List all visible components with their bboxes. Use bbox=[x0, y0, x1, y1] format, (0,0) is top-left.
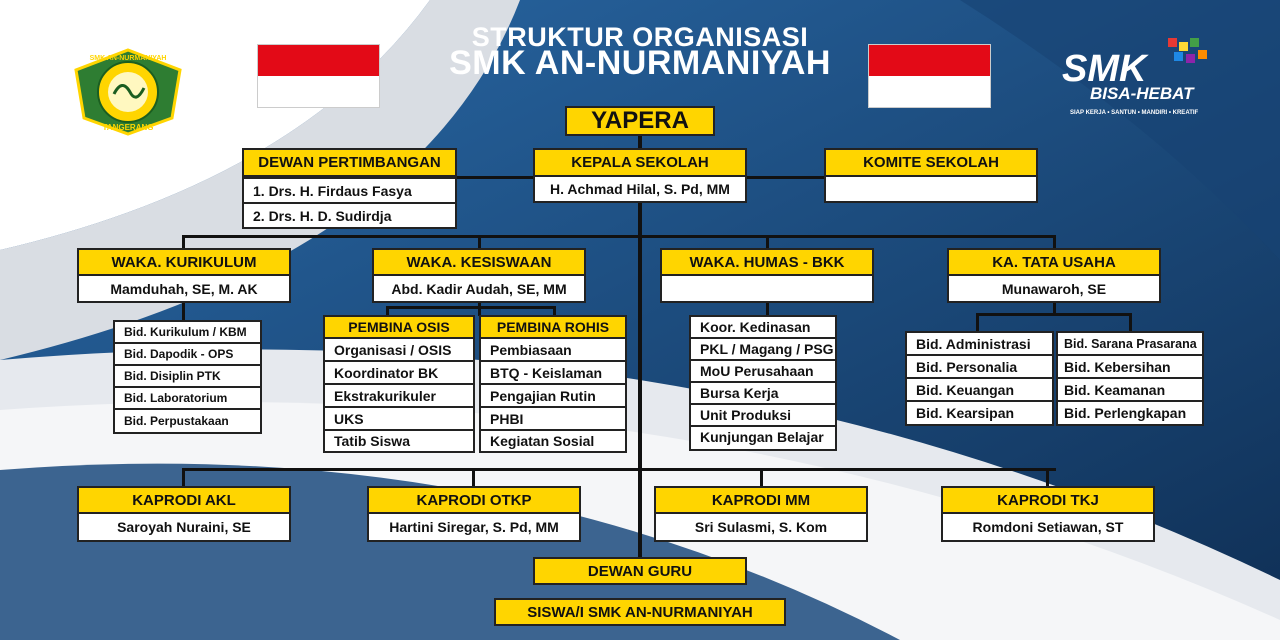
list-item: Bid. Perpustakaan bbox=[124, 414, 229, 428]
yapera-box: YAPERA bbox=[565, 106, 715, 136]
tata-usaha-list-left bbox=[905, 331, 1054, 426]
pembina-rohis-title: PEMBINA ROHIS bbox=[479, 315, 627, 339]
dewan-pertimbangan-list bbox=[242, 177, 457, 229]
kaprodi-otkp-name: Hartini Siregar, S. Pd, MM bbox=[367, 512, 581, 542]
bisa-hebat-text: BISA-HEBAT bbox=[1090, 84, 1194, 103]
list-item: Bid. Kurikulum / KBM bbox=[115, 322, 260, 344]
komite-sekolah-name bbox=[824, 175, 1038, 203]
list-item: Bid. Keuangan bbox=[907, 379, 1052, 402]
connector bbox=[976, 313, 1132, 316]
list-item: Pengajian Rutin bbox=[481, 385, 625, 408]
kepala-sekolah-name: H. Achmad Hilal, S. Pd, MM bbox=[533, 175, 747, 203]
flag-left bbox=[257, 44, 380, 108]
connector bbox=[472, 468, 475, 486]
list-item: Bid. Keamanan bbox=[1058, 379, 1202, 402]
connector bbox=[1046, 468, 1049, 486]
list-item: Tatib Siswa bbox=[334, 433, 410, 449]
logo-city-text: TANGERANG bbox=[102, 123, 154, 132]
dewan-pertimbangan-title: DEWAN PERTIMBANGAN bbox=[242, 148, 457, 177]
kepala-sekolah-title: KEPALA SEKOLAH bbox=[533, 148, 747, 177]
list-item: Bursa Kerja bbox=[691, 383, 835, 405]
list-item: Bid. Perlengkapan bbox=[1064, 405, 1187, 421]
connector bbox=[976, 313, 979, 332]
list-item: Organisasi / OSIS bbox=[325, 339, 473, 362]
ka-tata-usaha-title: KA. TATA USAHA bbox=[947, 248, 1161, 276]
connector bbox=[182, 468, 185, 486]
list-item: Pembiasaan bbox=[481, 339, 625, 362]
connector bbox=[386, 306, 556, 309]
waka-kurikulum-list bbox=[113, 320, 262, 434]
ka-tata-usaha-name: Munawaroh, SE bbox=[947, 274, 1161, 303]
komite-sekolah-title: KOMITE SEKOLAH bbox=[824, 148, 1038, 177]
waka-horizontal-line bbox=[182, 235, 1056, 238]
list-item: Bid. Kearsipan bbox=[916, 405, 1015, 421]
connector bbox=[766, 302, 769, 316]
pembina-rohis-list bbox=[479, 337, 627, 453]
list-item: Bid. Dapodik - OPS bbox=[115, 344, 260, 366]
kaprodi-tkj-title: KAPRODI TKJ bbox=[941, 486, 1155, 514]
waka-kurikulum-name: Mamduhah, SE, M. AK bbox=[77, 274, 291, 303]
list-item: Kunjungan Belajar bbox=[700, 429, 824, 445]
smk-text: SMK bbox=[1062, 48, 1147, 90]
kaprodi-mm-title: KAPRODI MM bbox=[654, 486, 868, 514]
waka-kurikulum-title: WAKA. KURIKULUM bbox=[77, 248, 291, 276]
list-item: Bid. Personalia bbox=[907, 356, 1052, 379]
connector bbox=[182, 302, 185, 322]
flag-right bbox=[868, 44, 991, 108]
page-title-line1: STRUKTUR ORGANISASI bbox=[471, 22, 809, 52]
list-item: Bid. Administrasi bbox=[907, 333, 1052, 356]
list-item: Bid. Sarana Prasarana bbox=[1058, 333, 1202, 356]
kaprodi-horizontal-line bbox=[182, 468, 1056, 471]
smk-tagline: SIAP KERJA • SANTUN • MANDIRI • KREATIF bbox=[1070, 110, 1199, 116]
list-item: Unit Produksi bbox=[691, 405, 835, 427]
pembina-osis-list bbox=[323, 337, 475, 453]
connector bbox=[478, 302, 481, 316]
kaprodi-akl-name: Saroyah Nuraini, SE bbox=[77, 512, 291, 542]
list-item: Kegiatan Sosial bbox=[490, 433, 595, 449]
dewan-guru-box: DEWAN GURU bbox=[533, 557, 747, 585]
list-item: BTQ - Keislaman bbox=[481, 362, 625, 385]
tata-usaha-list-right bbox=[1056, 331, 1204, 426]
logo-ring-text: SMK AN-NURMANIYAH bbox=[89, 55, 167, 62]
school-logo bbox=[70, 48, 186, 136]
connector bbox=[1053, 235, 1056, 249]
list-item: Bid. Laboratorium bbox=[115, 388, 260, 410]
waka-kesiswaan-name: Abd. Kadir Audah, SE, MM bbox=[372, 274, 586, 303]
list-item: Koor. Kedinasan bbox=[691, 317, 835, 339]
kaprodi-otkp-title: KAPRODI OTKP bbox=[367, 486, 581, 514]
kaprodi-akl-title: KAPRODI AKL bbox=[77, 486, 291, 514]
list-item: Koordinator BK bbox=[325, 362, 473, 385]
waka-humas-title: WAKA. HUMAS - BKK bbox=[660, 248, 874, 276]
connector bbox=[766, 235, 769, 249]
kaprodi-mm-name: Sri Sulasmi, S. Kom bbox=[654, 512, 868, 542]
connector bbox=[760, 468, 763, 486]
connector bbox=[478, 235, 481, 249]
siswa-box: SISWA/I SMK AN-NURMANIYAH bbox=[494, 598, 786, 626]
connector bbox=[182, 235, 185, 249]
waka-kesiswaan-title: WAKA. KESISWAAN bbox=[372, 248, 586, 276]
waka-humas-name bbox=[660, 274, 874, 303]
pixel-cubes-icon bbox=[1160, 36, 1210, 76]
list-item: Bid. Kebersihan bbox=[1058, 356, 1202, 379]
connector bbox=[1129, 313, 1132, 332]
list-item: UKS bbox=[325, 408, 473, 431]
list-item: PHBI bbox=[481, 408, 625, 431]
list-item: Bid. Disiplin PTK bbox=[115, 366, 260, 388]
pembina-osis-title: PEMBINA OSIS bbox=[323, 315, 475, 339]
kaprodi-tkj-name: Romdoni Setiawan, ST bbox=[941, 512, 1155, 542]
page-title-line2: SMK AN-NURMANIYAH bbox=[449, 44, 831, 82]
waka-humas-list bbox=[689, 315, 837, 451]
list-item: PKL / Magang / PSG bbox=[691, 339, 835, 361]
list-item: 1. Drs. H. Firdaus Fasya bbox=[244, 179, 455, 204]
smk-bisa-logo bbox=[1060, 40, 1220, 130]
list-item: Ekstrakurikuler bbox=[325, 385, 473, 408]
list-item: MoU Perusahaan bbox=[691, 361, 835, 383]
list-item: 2. Drs. H. D. Sudirdja bbox=[253, 207, 392, 224]
